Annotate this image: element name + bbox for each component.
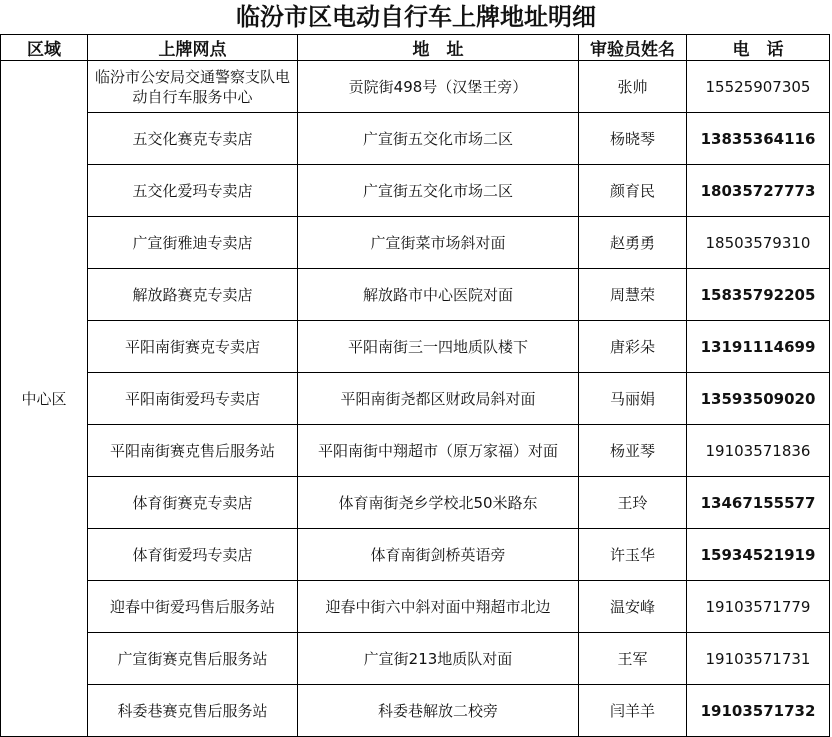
- address-cell: 科委巷解放二校旁: [298, 685, 579, 737]
- phone-cell: 19103571836: [687, 425, 830, 477]
- phone-cell: 15934521919: [687, 529, 830, 581]
- phone-cell: 19103571732: [687, 685, 830, 737]
- vehicle-registration-table: [0, 34, 830, 737]
- address-cell: 迎春中街六中斜对面中翔超市北边: [298, 581, 579, 633]
- outlet-cell: 迎春中街爱玛售后服务站: [88, 581, 298, 633]
- address-cell: 解放路市中心医院对面: [298, 269, 579, 321]
- inspector-cell: 周慧荣: [579, 269, 687, 321]
- inspector-cell: 颜育民: [579, 165, 687, 217]
- table-body: [1, 61, 830, 737]
- phone-cell: 15835792205: [687, 269, 830, 321]
- inspector-cell: 王军: [579, 633, 687, 685]
- outlet-cell: 科委巷赛克售后服务站: [88, 685, 298, 737]
- phone-cell: 18035727773: [687, 165, 830, 217]
- address-cell: 广宣街五交化市场二区: [298, 165, 579, 217]
- header-region: 区域: [1, 35, 88, 61]
- table-row: [1, 217, 830, 269]
- phone-cell: 13467155577: [687, 477, 830, 529]
- outlet-cell: 广宣街雅迪专卖店: [88, 217, 298, 269]
- phone-cell: 13835364116: [687, 113, 830, 165]
- header-phone: 电 话: [687, 35, 830, 61]
- table-row: [1, 269, 830, 321]
- outlet-cell: 平阳南街爱玛专卖店: [88, 373, 298, 425]
- address-cell: 体育南街尧乡学校北50米路东: [298, 477, 579, 529]
- address-cell: 广宣街213地质队对面: [298, 633, 579, 685]
- table-row: [1, 373, 830, 425]
- table-row: [1, 113, 830, 165]
- table-row: [1, 529, 830, 581]
- outlet-cell: 广宣街赛克售后服务站: [88, 633, 298, 685]
- outlet-cell: 解放路赛克专卖店: [88, 269, 298, 321]
- phone-cell: 13593509020: [687, 373, 830, 425]
- outlet-cell: 体育街赛克专卖店: [88, 477, 298, 529]
- outlet-cell: 临汾市公安局交通警察支队电动自行车服务中心: [88, 61, 298, 113]
- address-cell: 平阳南街中翔超市（原万家福）对面: [298, 425, 579, 477]
- phone-cell: 13191114699: [687, 321, 830, 373]
- table-row: [1, 685, 830, 737]
- table-row: [1, 425, 830, 477]
- phone-cell: 19103571779: [687, 581, 830, 633]
- inspector-cell: 杨晓琴: [579, 113, 687, 165]
- inspector-cell: 许玉华: [579, 529, 687, 581]
- inspector-cell: 赵勇勇: [579, 217, 687, 269]
- phone-cell: 18503579310: [687, 217, 830, 269]
- table-row: [1, 633, 830, 685]
- address-cell: 体育南街剑桥英语旁: [298, 529, 579, 581]
- address-cell: 广宣街菜市场斜对面: [298, 217, 579, 269]
- region-cell: 中心区: [1, 61, 88, 737]
- outlet-cell: 五交化爱玛专卖店: [88, 165, 298, 217]
- outlet-cell: 平阳南街赛克专卖店: [88, 321, 298, 373]
- inspector-cell: 张帅: [579, 61, 687, 113]
- phone-cell: 19103571731: [687, 633, 830, 685]
- outlet-cell: 平阳南街赛克售后服务站: [88, 425, 298, 477]
- inspector-cell: 王玲: [579, 477, 687, 529]
- outlet-cell: 体育街爱玛专卖店: [88, 529, 298, 581]
- table-row: [1, 61, 830, 113]
- inspector-cell: 温安峰: [579, 581, 687, 633]
- table-row: [1, 477, 830, 529]
- address-cell: 贡院街498号（汉堡王旁）: [298, 61, 579, 113]
- inspector-cell: 马丽娟: [579, 373, 687, 425]
- table-row: [1, 165, 830, 217]
- table-row: [1, 321, 830, 373]
- address-cell: 平阳南街三一四地质队楼下: [298, 321, 579, 373]
- page-title: 临汾市区电动自行车上牌地址明细: [236, 3, 596, 31]
- inspector-cell: 闫羊羊: [579, 685, 687, 737]
- header-inspector: 审验员姓名: [579, 35, 687, 61]
- address-cell: 广宣街五交化市场二区: [298, 113, 579, 165]
- phone-cell: 15525907305: [687, 61, 830, 113]
- table-row: [1, 581, 830, 633]
- inspector-cell: 唐彩朵: [579, 321, 687, 373]
- outlet-cell: 五交化赛克专卖店: [88, 113, 298, 165]
- address-cell: 平阳南街尧都区财政局斜对面: [298, 373, 579, 425]
- header-outlet: 上牌网点: [88, 35, 298, 61]
- header-row: [1, 35, 830, 61]
- header-address: 地 址: [298, 35, 579, 61]
- inspector-cell: 杨亚琴: [579, 425, 687, 477]
